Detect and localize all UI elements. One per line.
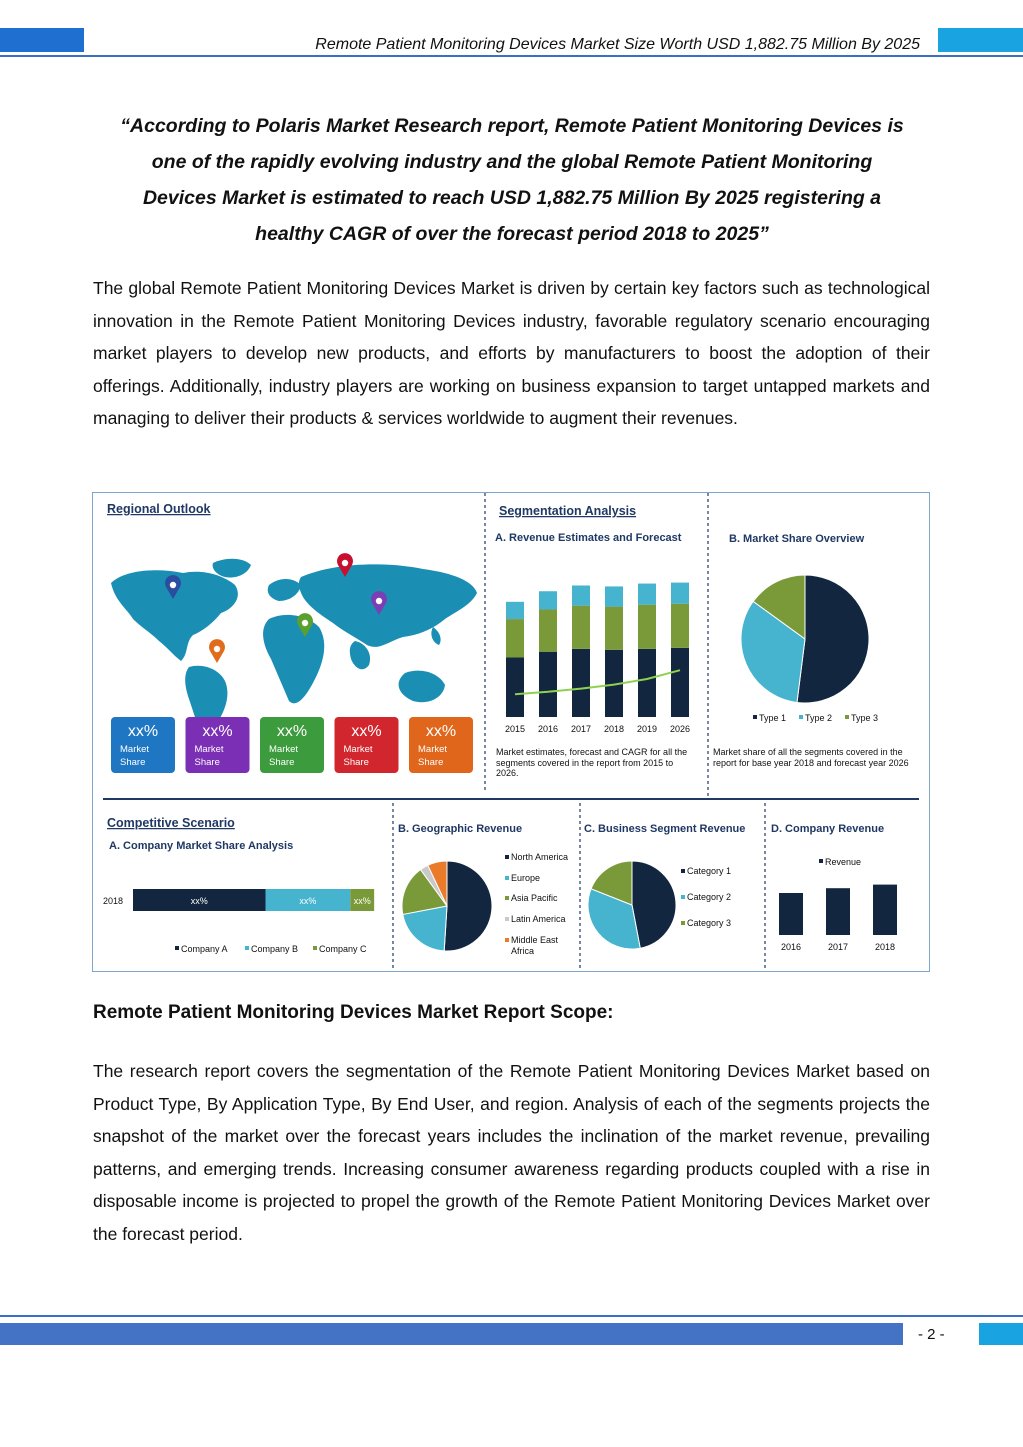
revenue-year-label: 2019 [636,724,658,734]
market-share-pie [741,575,878,723]
region-card-label: Share [194,757,220,768]
share-note: Market share of all the segments covered in the report for base year 2018 and forecast year 2026 [713,747,909,768]
quote-line: According to Polaris Market Research report, Remote Patient Monitoring Devices is [130,115,904,137]
business-segment-title: C. Business Segment Revenue [584,823,746,835]
footer-bar [0,1323,903,1345]
legend-swatch [175,946,179,950]
revenue-bar-segment [506,602,524,619]
region-card-value: xx% [127,723,159,740]
revenue-bar-segment [572,585,590,605]
location-pin-icon [209,639,225,663]
legend-swatch [819,859,823,863]
legend-swatch [799,715,803,719]
region-share-card [260,717,324,773]
legend-swatch [753,715,757,719]
revenue-bar-segment [605,586,623,606]
legend-swatch [505,855,509,859]
segmentation-title: Segmentation Analysis [499,504,637,518]
revenue-bar [779,893,803,935]
company-bar-label: xx% [353,896,371,906]
header-rule [0,55,1023,57]
region-card-value: xx% [202,723,233,740]
legend-label: Company A [181,944,228,954]
revenue-bar-segment [506,657,524,717]
competitive-title: Competitive Scenario [107,816,235,830]
revenue-bar-segment [638,649,656,717]
geo-pie-slice [444,861,492,951]
scope-paragraph: The research report covers the segmentation of the Remote Patient Monitoring Devices Market based on Product Type, By Application Type, By End User, and region. Analysis of each of the segments projects the snapshot of the market over the forecast years includes the inclination of the market revenue, prevailing patterns, and emerging trends. Increasing consumer awareness regarding products coupled with a rise in disposable income is projected to propel the growth of the Remote Patient Monitoring Devices Market over the forecast period. [93,1061,930,1244]
quote-line: healthy CAGR of over the forecast period 2018 to 2025 [255,223,760,245]
revenue-year-label: 2016 [780,942,802,952]
continent-shape [299,564,477,647]
revenue-forecast-title: A. Revenue Estimates and Forecast [495,532,682,544]
region-card-label: Share [343,757,369,768]
revenue-bar [873,885,897,935]
header-title: Remote Patient Monitoring Devices Market Size Worth USD 1,882.75 Million By 2025 [315,36,920,53]
legend-swatch [681,895,685,899]
legend-label: Type 1 [759,713,787,723]
share-note-box [713,747,921,793]
company-bar-label: xx% [299,896,317,906]
region-share-cards [111,717,473,773]
revenue-year-label: 2018 [603,724,625,734]
legend-label: Type 2 [805,713,833,723]
region-card-label: Market [120,744,150,755]
legend-label: Africa [511,946,535,956]
revenue-bar-segment [539,609,557,651]
location-pin-dot [342,560,348,566]
continent-shape [213,559,251,578]
continent-shape [399,671,445,703]
company-revenue-title: D. Company Revenue [771,823,885,835]
legend-label: Type 3 [851,713,879,723]
revenue-year-label: 2026 [669,724,691,734]
region-share-card [409,717,473,773]
regional-outlook-title: Regional Outlook [107,502,211,516]
region-card-label: Share [269,757,295,768]
revenue-note-box [496,747,696,793]
legend-swatch [313,946,317,950]
company-revenue-chart [779,857,897,952]
legend-label: Latin America [511,914,566,924]
segment-pie-slice [632,861,676,948]
revenue-bar-segment [572,606,590,649]
location-pin-dot [302,620,308,626]
legend-label: Europe [511,873,541,883]
infographic-canvas [93,493,929,971]
legend-swatch [505,896,509,900]
region-card-label: Share [120,757,146,768]
open-quote-mark: “ [120,115,131,137]
revenue-bar-segment [539,591,557,609]
company-year-label: 2018 [103,896,124,906]
location-pin-dot [170,582,176,588]
region-card-value: xx% [351,723,382,740]
company-bar-label: xx% [190,896,208,906]
legend-label: Revenue [825,857,862,867]
page-number: - 2 - [918,1326,945,1343]
legend-label: Asia Pacific [511,893,558,903]
region-card-label: Market [343,744,373,755]
geographic-pie [402,852,568,956]
revenue-note: Market estimates, forecast and CAGR for all the segments covered in the report from 2015 to 2026. [496,747,688,778]
legend-swatch [505,917,509,921]
region-share-card [335,717,399,773]
location-pin-dot [214,646,220,652]
legend-label: North America [511,852,569,862]
revenue-forecast-chart [505,583,690,734]
location-pin-dot [376,598,382,604]
market-share-title: B. Market Share Overview [729,533,865,545]
revenue-year-label: 2016 [537,724,559,734]
intro-paragraph: The global Remote Patient Monitoring Devices Market is driven by certain key factors such as technological innovation in the Remote Patient Monitoring Devices industry, favorable regulatory scenario encouraging market players to develop new products, and efforts by manufacturers to boost the adoption of their offerings. Additionally, industry players are working on business expansion to target untapped markets and managing to deliver their products & services worldwide to augment their revenues. [93,278,930,429]
revenue-bar-segment [671,604,689,648]
legend-label: Category 1 [687,866,732,876]
geographic-title: B. Geographic Revenue [398,823,523,835]
region-share-card [111,717,175,773]
region-share-card [186,717,250,773]
legend-label: Category 3 [687,918,732,928]
continent-shape [268,579,301,601]
share-pie-slice [797,575,869,703]
revenue-bar-segment [638,605,656,649]
legend-label: Company C [319,944,367,954]
revenue-year-label: 2017 [570,724,592,734]
business-segment-pie [588,861,731,949]
legend-swatch [505,876,509,880]
quote-line: one of the rapidly evolving industry and the global Remote Patient Monitoring [151,151,873,173]
revenue-bar [826,888,850,935]
legend-label: Company B [251,944,299,954]
region-card-label: Market [194,744,224,755]
company-share-title: A. Company Market Share Analysis [109,840,294,852]
region-card-label: Market [269,744,299,755]
revenue-bar-segment [671,583,689,604]
continent-shape [263,615,324,703]
footer-accent-right [979,1323,1023,1345]
press-quote [88,108,936,252]
revenue-year-label: 2015 [504,724,526,734]
revenue-bar-segment [605,607,623,650]
region-card-label: Share [418,757,444,768]
legend-swatch [845,715,849,719]
revenue-bar-segment [572,649,590,717]
legend-swatch [681,869,685,873]
region-card-value: xx% [276,723,308,740]
legend-swatch [681,921,685,925]
market-infographic [92,492,930,972]
header-accent-left [0,28,84,52]
legend-swatch [245,946,249,950]
revenue-bar-segment [506,619,524,657]
continent-shape [350,641,370,669]
header-accent-right [938,28,1023,52]
footer-rule [0,1315,1023,1317]
region-card-label: Market [418,744,448,755]
legend-swatch [505,938,509,942]
scope-heading: Remote Patient Monitoring Devices Market Report Scope: [93,1002,614,1023]
legend-label: Category 2 [687,892,732,902]
region-card-value: xx% [425,723,457,740]
revenue-year-label: 2017 [827,942,849,952]
close-quote-mark: ” [759,223,769,245]
revenue-bar-segment [671,648,689,717]
continent-shape [431,627,440,645]
company-share-chart [103,889,374,954]
quote-line: Devices Market is estimated to reach USD 1,882.75 Million By 2025 registering a [142,187,882,209]
revenue-year-label: 2018 [874,942,896,952]
legend-label: Middle East [511,935,559,945]
revenue-bar-segment [539,652,557,717]
revenue-bar-segment [638,584,656,605]
